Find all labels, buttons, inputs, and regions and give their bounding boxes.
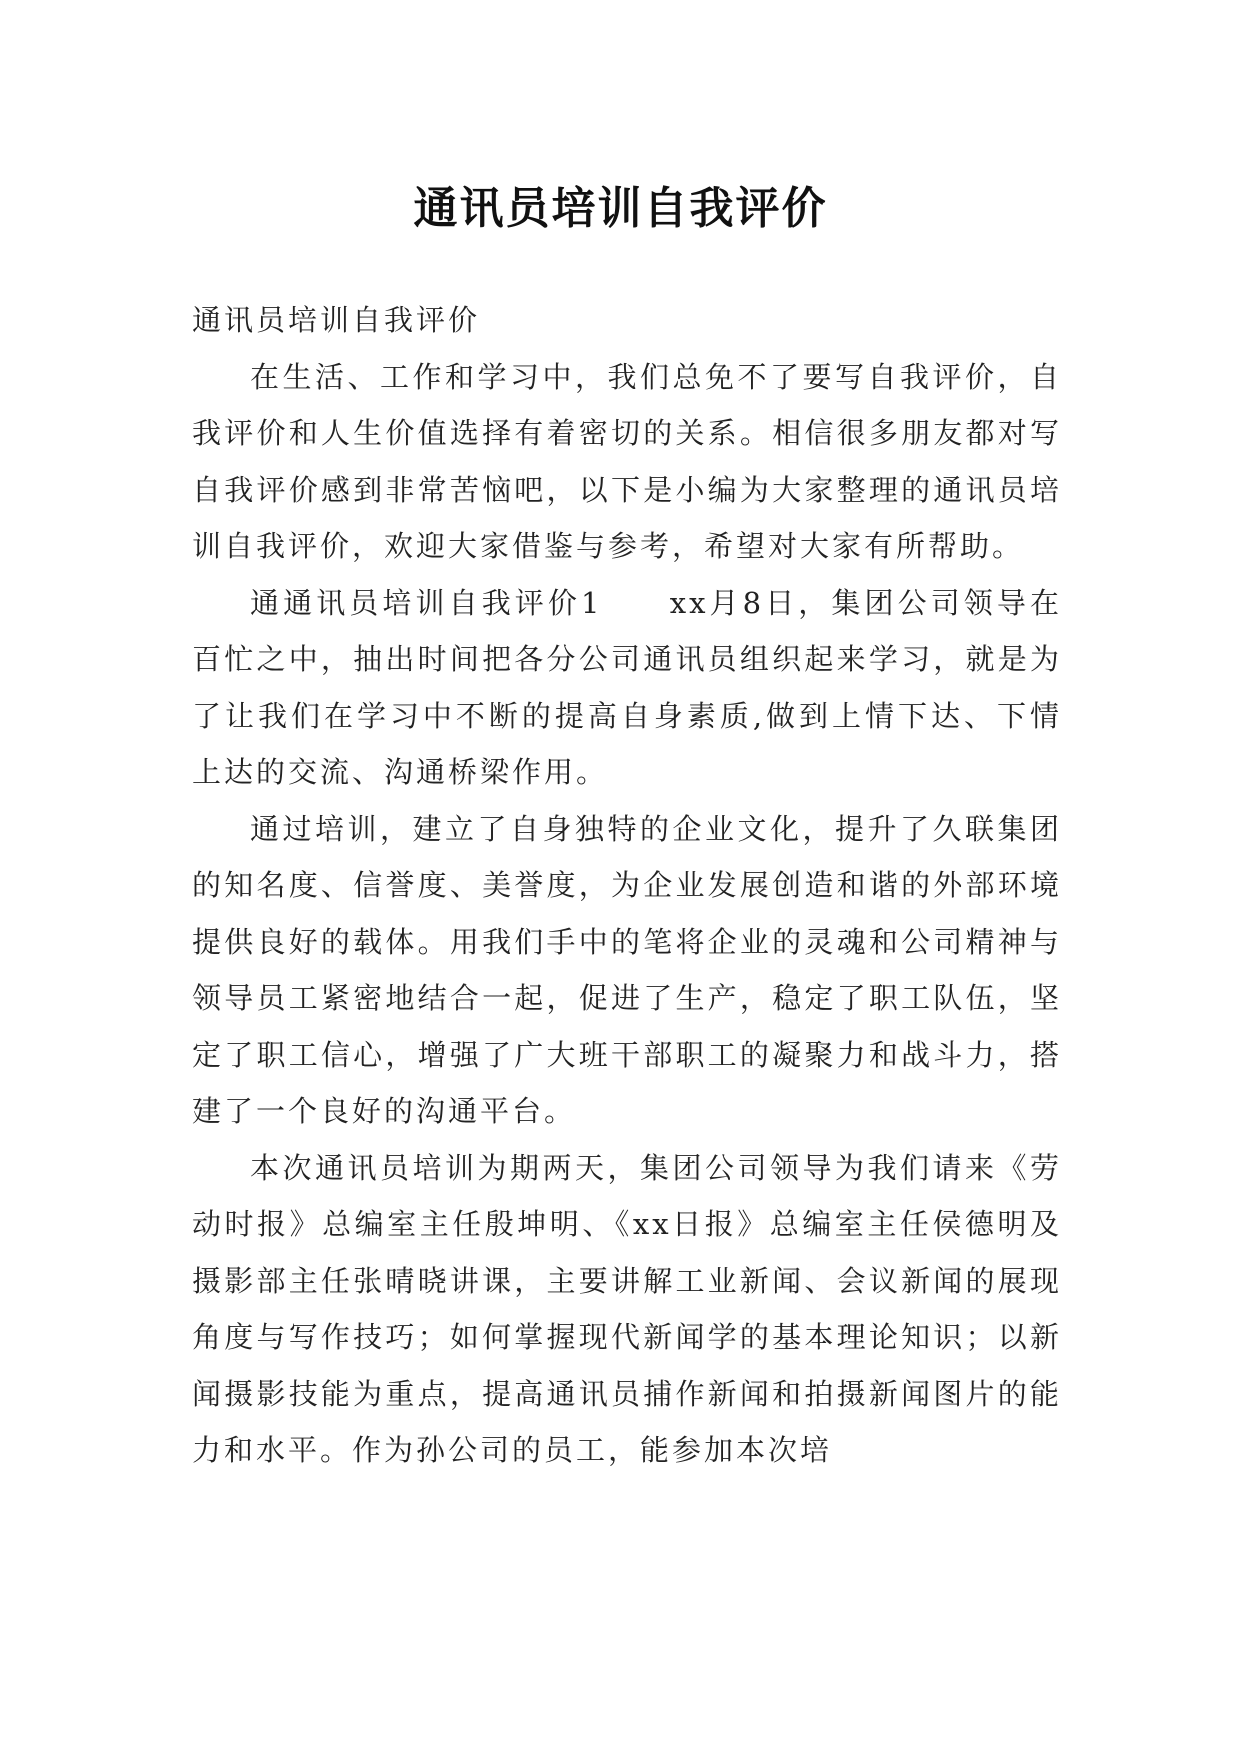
paragraph-training-benefits: 通过培训，建立了自身独特的企业文化，提升了久联集团的知名度、信誉度、美誉度，为企业发展创造和谐的外部环境提供良好的载体。用我们手中的笔将企业的灵魂和公司精神与领导员工紧密地结合一起，促进了生产，稳定了职工队伍，坚定了职工信心，增强了广大班干部职工的凝聚力和战斗力，搭建了一个良好的沟通平台。 — [192, 811, 1062, 1128]
paragraph-training-content: 本次通讯员培训为期两天，集团公司领导为我们请来《劳动时报》总编室主任殷坤明、《xx日报》总编室主任侯德明及摄影部主任张晴晓讲课，主要讲解工业新闻、会议新闻的展现角度与写作技巧；如何掌握现代新闻学的基本理论知识；以新闻摄影技能为重点，提高通讯员捕作新闻和拍摄新闻图片的能力和水平。作为孙公司的员工，能参加本次培 — [192, 1150, 1062, 1467]
subtitle-line: 通讯员培训自我评价 — [192, 303, 481, 337]
paragraph-evaluation-1: 通通讯员培训自我评价1 xx月8日，集团公司领导在百忙之中，抽出时间把各分公司通讯员组织起来学习，就是为了让我们在学习中不断的提高自身素质,做到上情下达、下情上达的交流、沟通桥梁作用。 — [192, 585, 1062, 789]
paragraph-intro: 在生活、工作和学习中，我们总免不了要写自我评价，自我评价和人生价值选择有着密切的关系。相信很多朋友都对写自我评价感到非常苦恼吧，以下是小编为大家整理的通讯员培训自我评价，欢迎大家借鉴与参考，希望对大家有所帮助。 — [192, 359, 1062, 563]
document-title: 通讯员培训自我评价 — [413, 183, 828, 235]
document-body — [192, 292, 1062, 1479]
